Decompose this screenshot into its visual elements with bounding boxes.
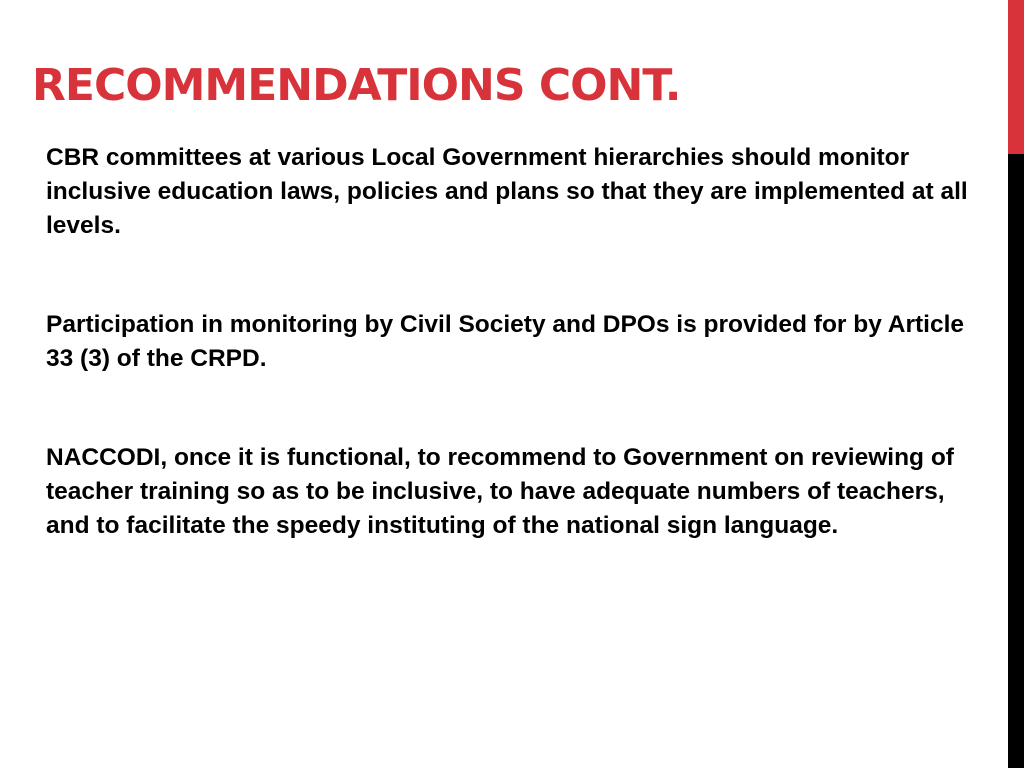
slide-body xyxy=(46,141,981,608)
slide-title: RECOMMENDATIONS CONT. xyxy=(32,60,681,111)
paragraph-participation: Participation in monitoring by Civil Society and DPOs is provided for by Article 33 (3) of the CRPD. xyxy=(46,311,964,372)
side-bar-black-segment xyxy=(1008,154,1024,768)
side-bar-red-segment xyxy=(1008,0,1024,154)
paragraph-cbr-committees: CBR committees at various Local Government hierarchies should monitor inclusive education laws, policies and plans so that they are implemented at all levels. xyxy=(46,144,968,239)
paragraph-naccodi: NACCODI, once it is functional, to recommend to Government on reviewing of teacher training so as to be inclusive, to have adequate numbers of teachers, and to facilitate the speedy instituting of the national sign language. xyxy=(46,444,954,539)
decorative-side-bar xyxy=(1008,0,1024,768)
